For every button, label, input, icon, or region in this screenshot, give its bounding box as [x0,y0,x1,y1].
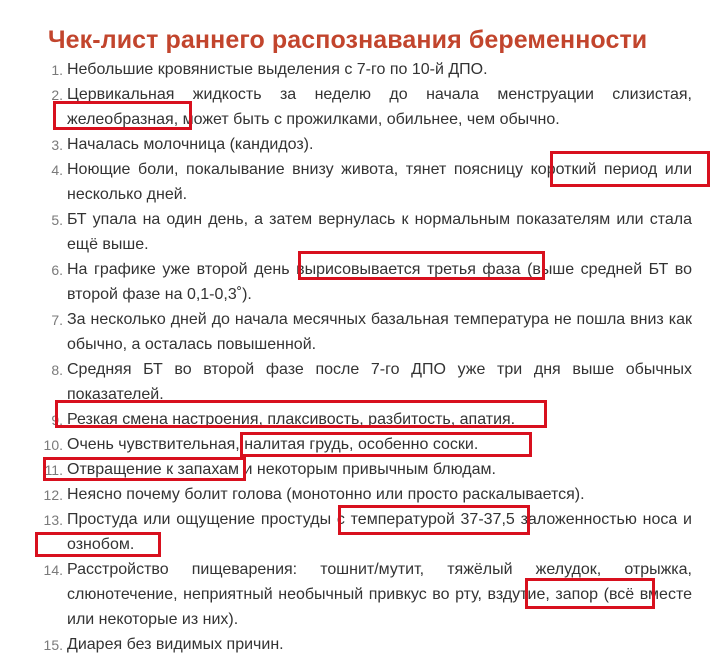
item-number: 14. [43,562,63,578]
item-number: 12. [43,487,63,503]
item-number: 10. [43,437,63,453]
item-text: Ноющие боли, покалывание внизу живота, тянет поясницу короткий период или несколько дней. [67,161,692,203]
list-item [0,557,721,632]
item-text: Небольшие кровянистые выделения с 7-го по 10-й ДПО. [67,61,488,78]
item-text: На графике уже второй день вырисовывается третья фаза (выше средней БТ во второй фазе на 0,1-0,3˚). [67,261,692,303]
list-item [0,157,721,207]
item-text: Резкая смена настроения, плаксивость, разбитость, апатия. [67,411,516,428]
item-text: Началась молочница (кандидоз). [67,136,314,153]
item-text: Очень чувствительная, налитая грудь, особенно соски. [67,436,479,453]
list-item [0,407,721,432]
item-text: Диарея без видимых причин. [67,636,284,653]
list-item [0,82,721,132]
item-number: 3. [51,137,63,153]
item-number: 4. [51,162,63,178]
item-number: 11. [44,462,63,478]
item-text: БТ упала на один день, а затем вернулась к нормальным показателям или стала ещё выше. [67,211,692,253]
list-item [0,57,721,82]
item-text: Цервикальная жидкость за неделю до начала менструации слизистая, желеобразная, может быть с прожилками, обильнее, чем обычно. [67,86,692,128]
item-number: 8. [51,362,63,378]
list-item [0,307,721,357]
list-item [0,632,721,657]
list-item [0,482,721,507]
item-text: Неясно почему болит голова (монотонно или просто раскалывается). [67,486,585,503]
item-number: 6. [51,262,63,278]
list-item [0,132,721,157]
item-text: За несколько дней до начала месячных базальная температура не пошла вниз как обычно, а осталась повышенной. [67,311,692,353]
item-number: 1. [51,62,63,78]
list-item [0,507,721,557]
checklist [0,57,721,657]
page-title: Чек-лист раннего распознавания беременности [48,25,648,54]
item-number: 7. [51,312,63,328]
item-number: 15. [43,637,63,653]
item-text: Отвращение к запахам и некоторым привычным блюдам. [67,461,496,478]
list-item [0,357,721,407]
item-text: Средняя БТ во второй фазе после 7-го ДПО уже три дня выше обычных показателей. [67,361,692,403]
item-number: 5. [51,212,63,228]
list-item [0,457,721,482]
list-item [0,207,721,257]
item-number: 9. [51,412,63,428]
item-number: 13. [43,512,63,528]
item-text: Простуда или ощущение простуды с температурой 37-37,5 заложенностью носа и ознобом. [67,511,692,553]
item-text: Расстройство пищеварения: тошнит/мутит, тяжёлый желудок, отрыжка, слюнотечение, неприятный необычный привкус во рту, вздутие, запор (всё вместе или некоторые из них). [67,561,692,628]
list-item [0,257,721,307]
item-number: 2. [51,87,63,103]
list-item [0,432,721,457]
